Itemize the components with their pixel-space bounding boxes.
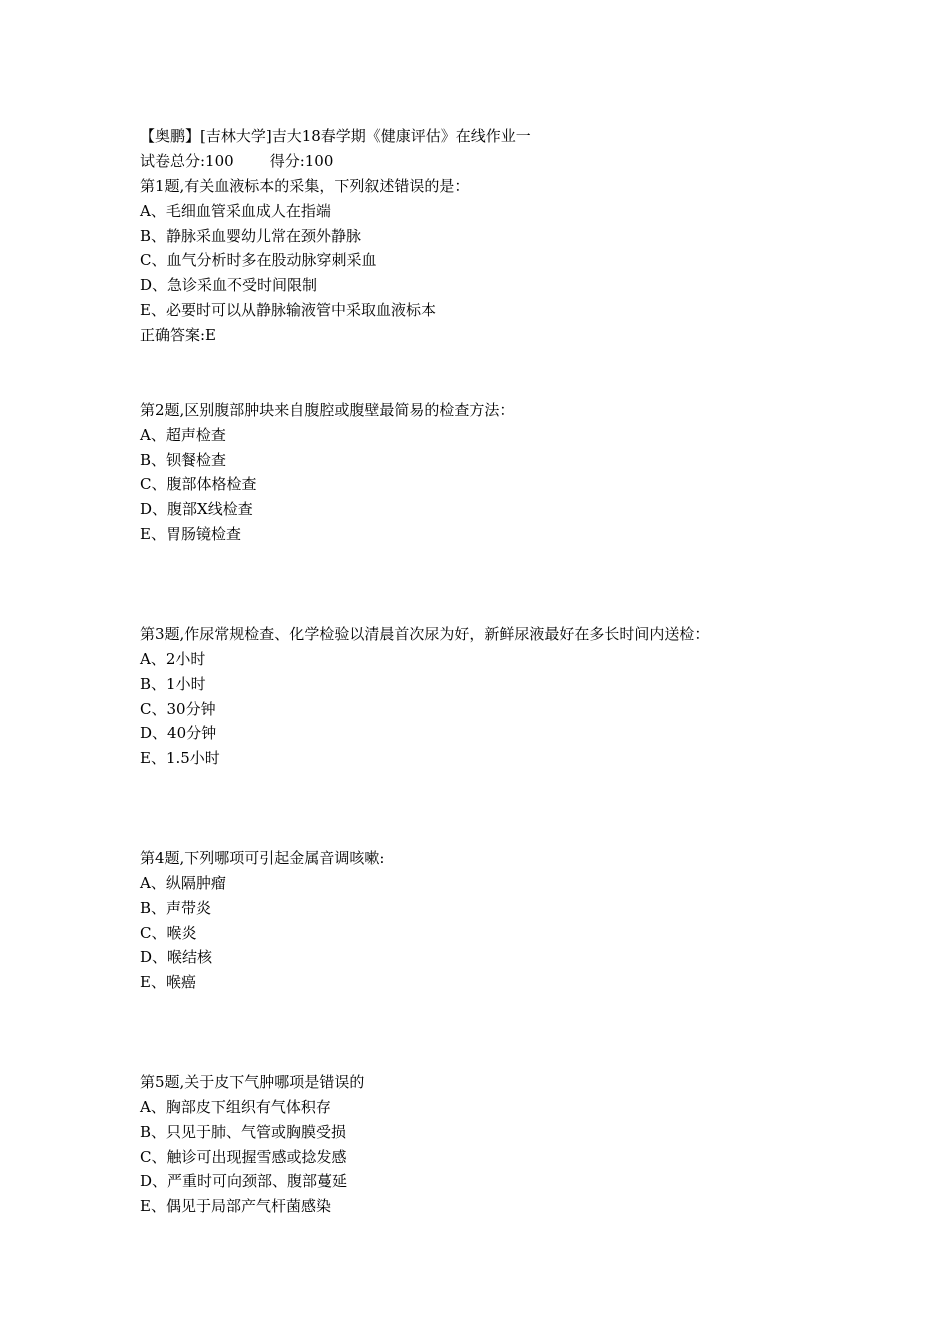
question-5 [140,1070,920,1219]
total-score: 试卷总分:100 [140,151,234,170]
obtained-score: 得分:100 [269,151,334,170]
option-b: B、静脉采血婴幼儿常在颈外静脉 [140,226,362,245]
option-c: C、30分钟 [140,699,216,718]
option-d: D、严重时可向颈部、腹部蔓延 [140,1172,348,1191]
question-stem: 第4题,下列哪项可引起金属音调咳嗽: [140,848,385,867]
option-c: C、触诊可出现握雪感或捻发感 [140,1147,347,1166]
option-c: C、腹部体格检查 [140,475,257,494]
option-c: C、血气分析时多在股动脉穿刺采血 [140,251,377,270]
question-stem: 第3题,作尿常规检查、化学检验以清晨首次尿为好，新鲜尿液最好在多长时间内送检： [140,624,710,643]
question-stem: 第2题,区别腹部肿块来自腹腔或腹壁最简易的检查方法： [140,400,515,419]
option-e: E、喉癌 [140,973,196,992]
option-c: C、喉炎 [140,923,197,942]
option-d: D、喉结核 [140,948,213,967]
question-2 [140,398,920,547]
option-e: E、必要时可以从静脉输液管中采取血液标本 [140,301,436,320]
option-a: A、纵隔肿瘤 [140,873,226,892]
option-d: D、40分钟 [140,724,217,743]
question-1 [140,174,920,348]
option-a: A、毛细血管采血成人在指端 [140,201,331,220]
document-title: 【奥鹏】[吉林大学]吉大18春学期《健康评估》在线作业一 [140,127,531,145]
option-e: E、胃肠镜检查 [140,525,241,544]
question-4 [140,846,920,995]
option-a: A、2小时 [140,649,206,668]
option-b: B、声带炎 [140,898,212,917]
option-b: B、1小时 [140,674,206,693]
option-a: A、超声检查 [140,425,226,444]
option-e: E、1.5小时 [140,749,220,768]
score-summary [140,149,920,174]
correct-answer: 正确答案:E [140,326,217,345]
question-3 [140,622,920,771]
option-d: D、急诊采血不受时间限制 [140,276,318,295]
option-d: D、腹部X线检查 [140,500,253,519]
document-content [140,124,920,1219]
option-a: A、胸部皮下组织有气体积存 [140,1097,331,1116]
option-b: B、只见于肺、气管或胸膜受损 [140,1122,347,1141]
option-e: E、偶见于局部产气杆菌感染 [140,1197,331,1216]
question-stem: 第1题,有关血液标本的采集，下列叙述错误的是： [140,176,470,195]
question-stem: 第5题,关于皮下气肿哪项是错误的 [140,1072,365,1091]
option-b: B、钡餐检查 [140,450,227,469]
